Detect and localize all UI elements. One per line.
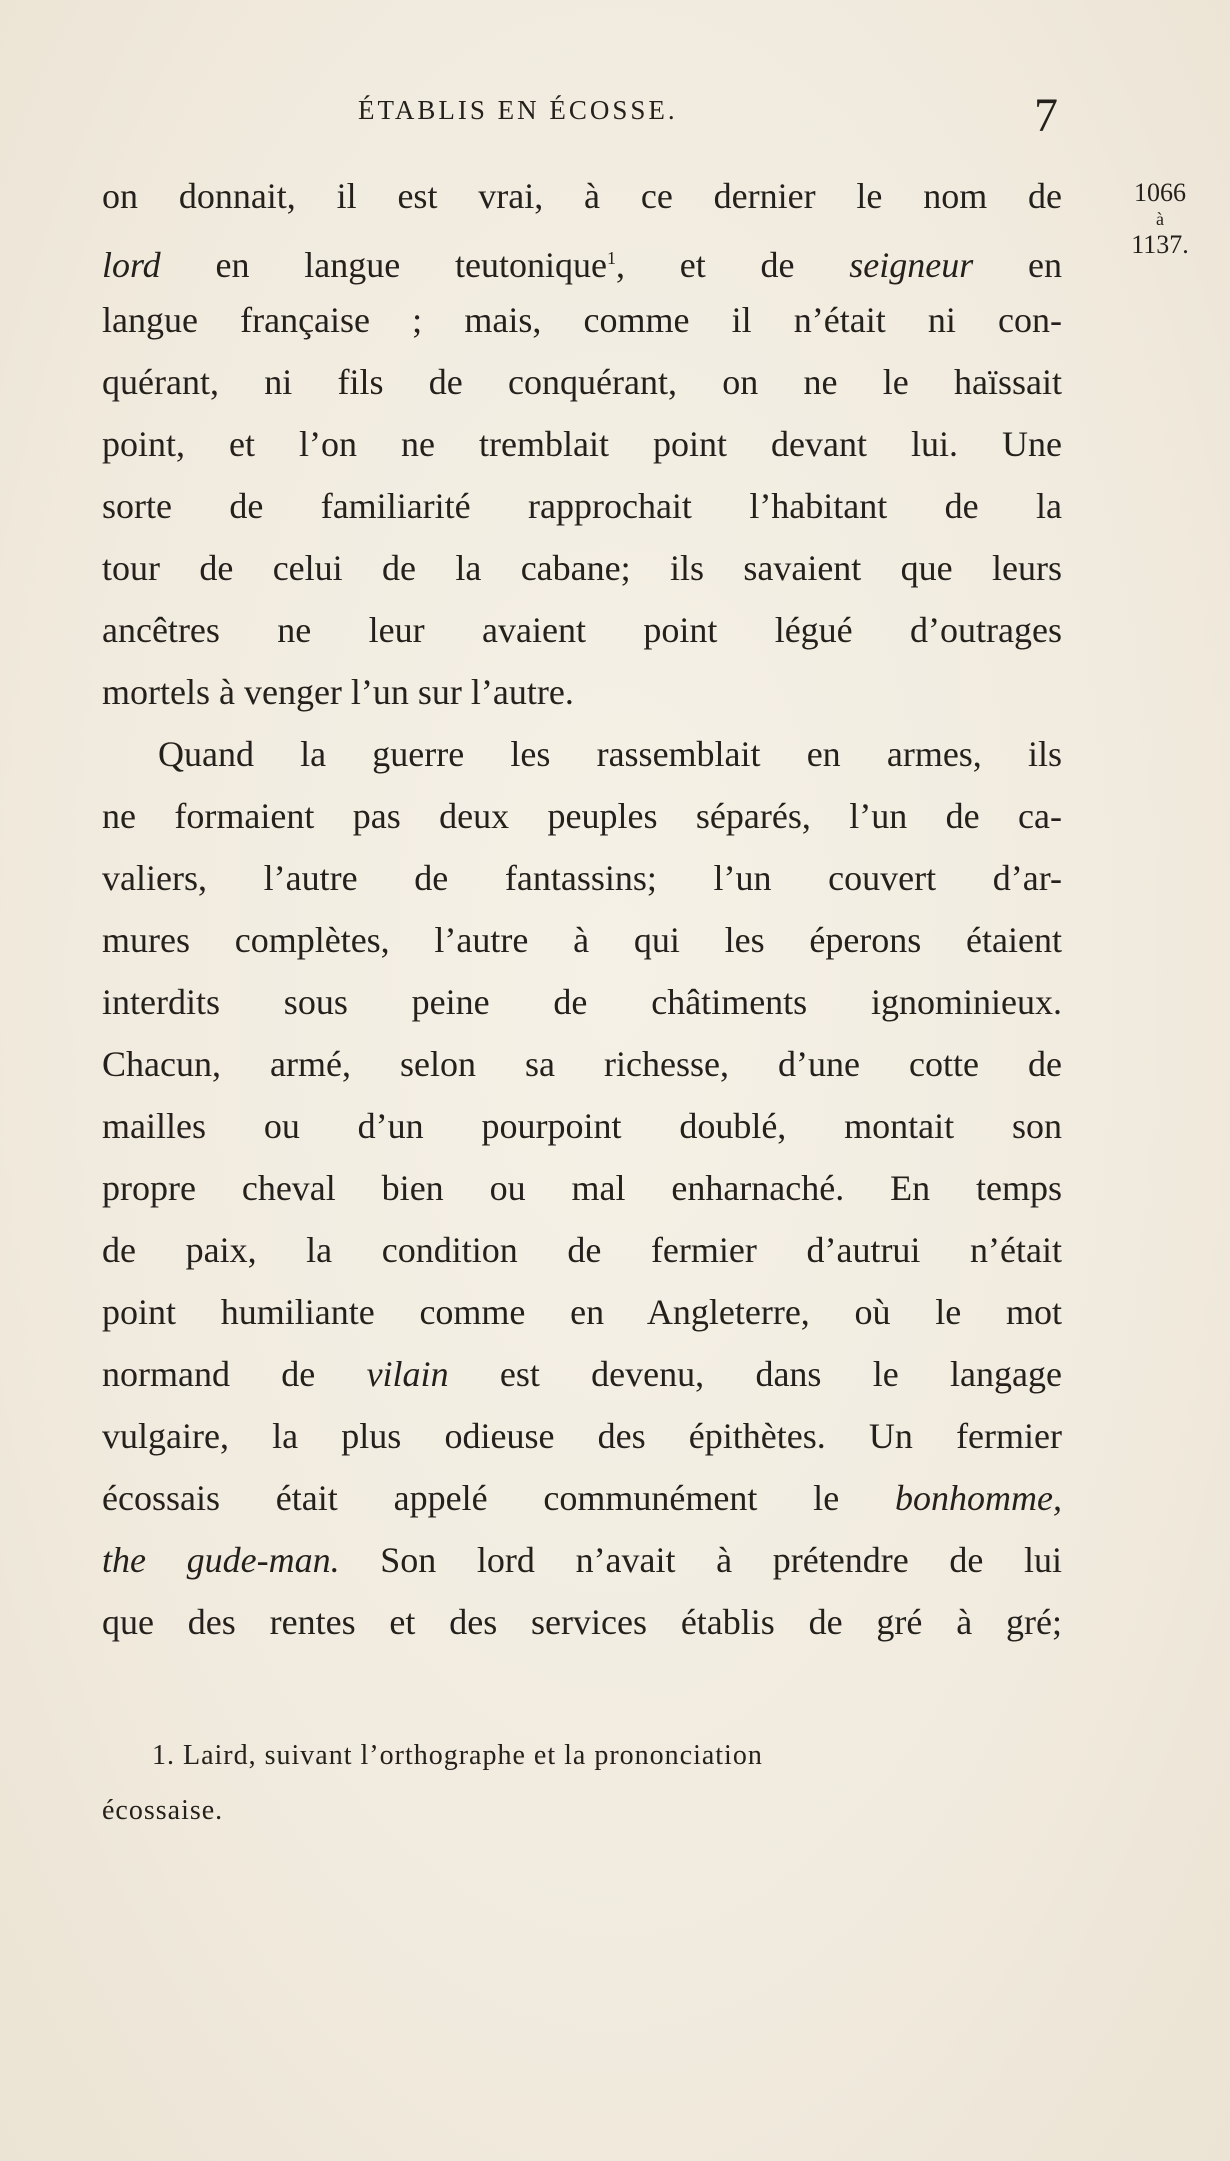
text-line: mures complètes, l’autre à qui les éperons étaient xyxy=(102,920,1062,960)
italic-word-lord: lord xyxy=(102,245,161,285)
text-line: ancêtres ne leur avaient point légué d’outrages xyxy=(102,610,1062,650)
line-text-pre: normand de xyxy=(102,1354,367,1394)
text-line: Chacun, armé, selon sa richesse, d’une cotte de xyxy=(102,1044,1062,1084)
margin-date-start: 1066 xyxy=(1134,178,1186,207)
line-text-post: Son lord n’avait à prétendre de lui xyxy=(339,1540,1062,1580)
text-line: propre cheval bien ou mal enharnaché. En temps xyxy=(102,1168,1062,1208)
text-line xyxy=(102,1467,1062,1529)
italic-word-vilain: vilain xyxy=(366,1354,449,1394)
body-text xyxy=(102,165,1062,1653)
text-line: vulgaire, la plus odieuse des épithètes. Un fermier xyxy=(102,1416,1062,1456)
text-line: Quand la guerre les rassemblait en armes, ils xyxy=(158,734,1062,774)
text-line: valiers, l’autre de fantassins; l’un couvert d’ar- xyxy=(102,858,1062,898)
line-text-post: en langue teutonique xyxy=(160,245,607,285)
text-line: tour de celui de la cabane; ils savaient que leurs xyxy=(102,548,1062,588)
line-text-pre: écossais était appelé communément le xyxy=(102,1478,896,1518)
running-head: ÉTABLIS EN ÉCOSSE. xyxy=(358,95,678,125)
margin-date-separator: à xyxy=(1156,208,1164,229)
footnote xyxy=(102,1728,1062,1838)
text-line xyxy=(102,1343,1062,1405)
footnote-marker: 1 xyxy=(606,248,616,268)
italic-word-seigneur: seigneur xyxy=(849,245,974,285)
line-text-post3: en xyxy=(973,245,1062,285)
text-line: ne formaient pas deux peuples séparés, l’un de ca- xyxy=(102,796,1062,836)
text-line: langue française ; mais, comme il n’était ni con- xyxy=(102,300,1062,340)
footnote-line: écossaise. xyxy=(102,1795,224,1826)
text-line: point humiliante comme en Angleterre, où le mot xyxy=(102,1292,1062,1332)
text-line: mailles ou d’un pourpoint doublé, montait son xyxy=(102,1106,1062,1146)
margin-date-end: 1137. xyxy=(1131,229,1189,259)
text-line: que des rentes et des services établis de gré à gré; xyxy=(102,1602,1062,1642)
text-line: sorte de familiarité rapprochait l’habitant de la xyxy=(102,486,1062,526)
text-line: point, et l’on ne tremblait point devant lui. Une xyxy=(102,424,1062,464)
text-line xyxy=(102,1529,1062,1591)
line-text-post2: , et de xyxy=(615,245,850,285)
text-line: on donnait, il est vrai, à ce dernier le nom de xyxy=(102,176,1062,216)
text-line: de paix, la condition de fermier d’autrui n’était xyxy=(102,1230,1062,1270)
margin-date-note xyxy=(1128,176,1192,262)
text-line xyxy=(102,227,1062,289)
page-number: 7 xyxy=(1034,89,1058,142)
text-line: quérant, ni fils de conquérant, on ne le haïssait xyxy=(102,362,1062,402)
footnote-line: 1. Laird, suivant l’orthographe et la prononciation xyxy=(152,1740,763,1771)
italic-phrase-gude-man: the gude-man. xyxy=(102,1540,340,1580)
italic-word-bonhomme: bonhomme, xyxy=(895,1478,1062,1518)
text-line: mortels à venger l’un sur l’autre. xyxy=(102,672,574,712)
text-line: interdits sous peine de châtiments ignominieux. xyxy=(102,982,1062,1022)
line-text-post: est devenu, dans le langage xyxy=(448,1354,1062,1394)
